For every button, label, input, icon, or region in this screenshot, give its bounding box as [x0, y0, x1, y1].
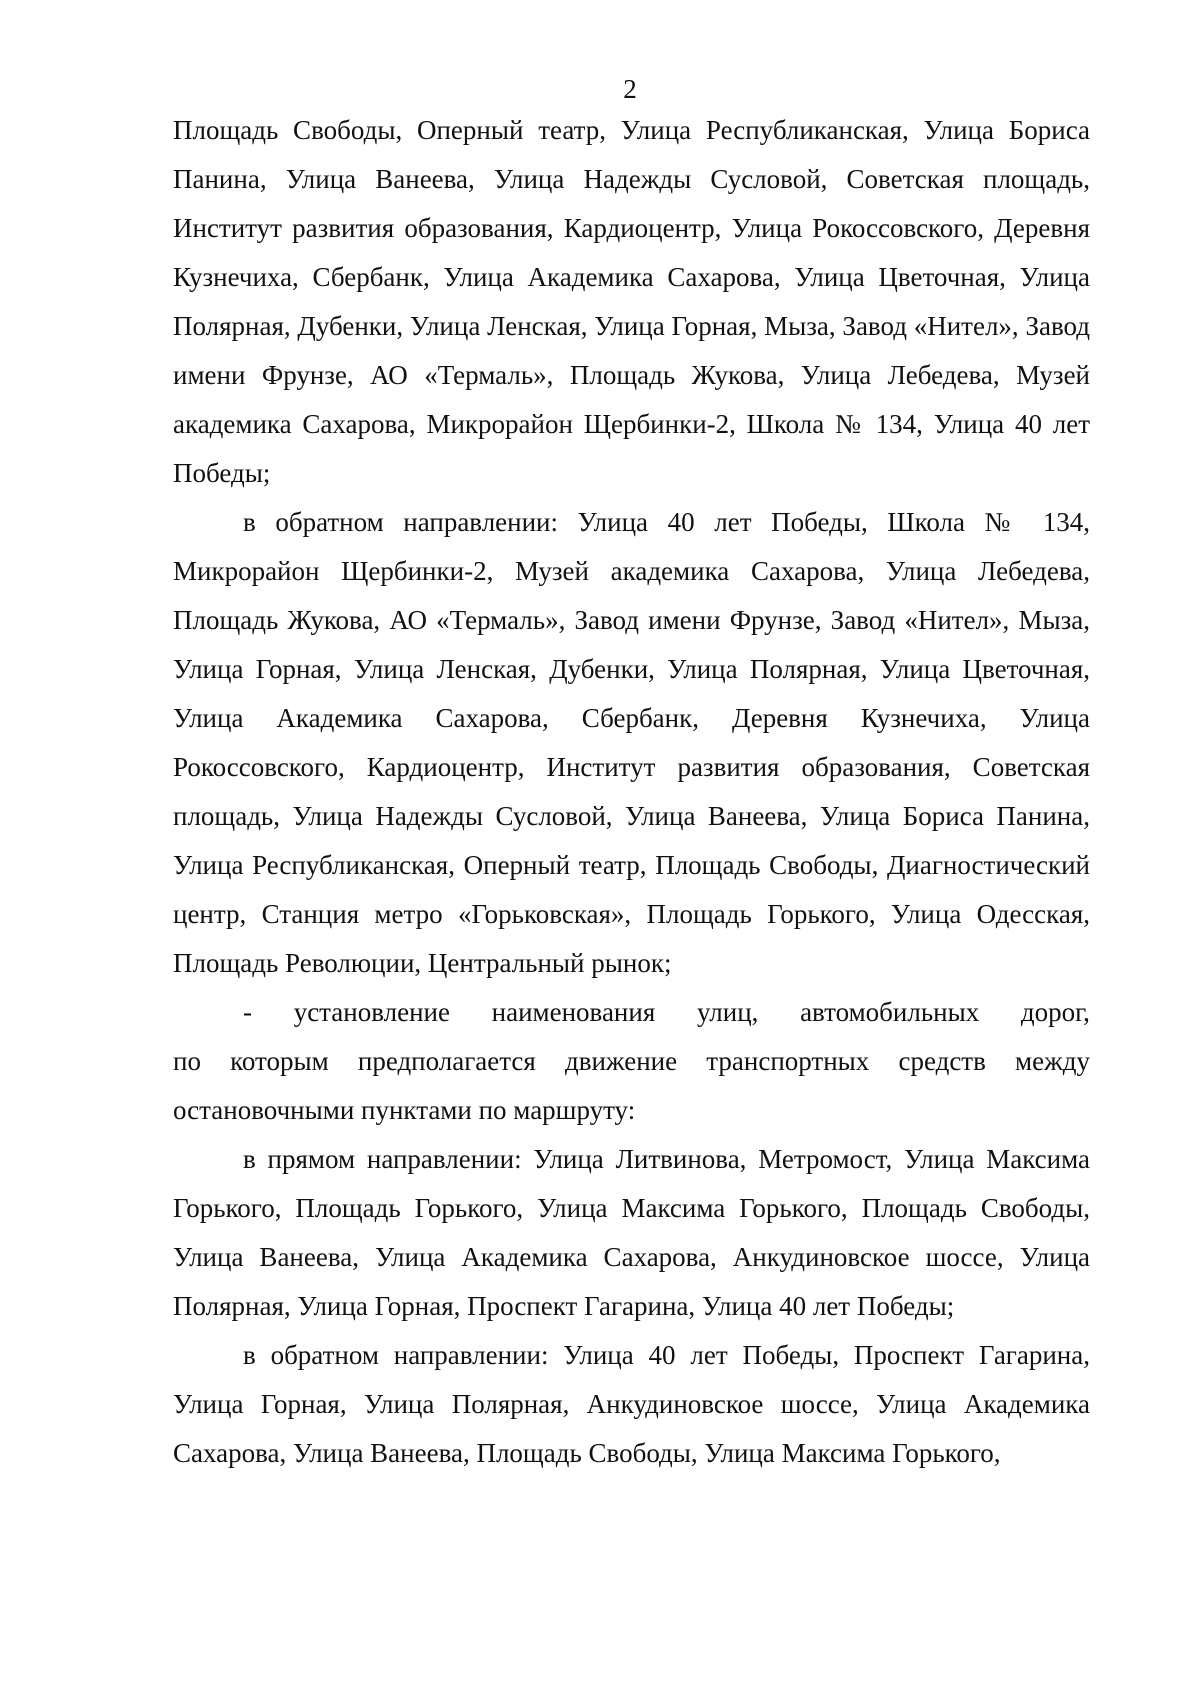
paragraph-forward-streets: в прямом направлении: Улица Литвинова, Метромост, Улица Максима Горького, Площадь Горького, Улица Максима Горького, Площадь Свободы, Улица Ванеева, Улица Академика Сахарова, Анкудиновское шоссе, Улица Полярная, Улица Горная, Проспект Гагарина, Улица 40 лет Победы;	[173, 1144, 1090, 1321]
list-dash: -	[243, 997, 252, 1027]
paragraph-street-names-continued: по которым предполагается движение транспортных средств между остановочными пунктами по маршруту:	[173, 1046, 1090, 1125]
document-body	[173, 106, 1090, 1478]
list-word: наименования	[491, 997, 656, 1027]
page-number: 2	[623, 74, 637, 104]
list-word: автомобильных	[800, 997, 980, 1027]
paragraph-forward-stops-continued: Площадь Свободы, Оперный театр, Улица Республиканская, Улица Бориса Панина, Улица Ванеева, Улица Надежды Сусловой, Советская площадь, Институт развития образования, Кардиоцентр, Улица Рокоссовского, Деревня Кузнечиха, Сбербанк, Улица Академика Сахарова, Улица Цветочная, Улица Полярная, Дубенки, Улица Ленская, Улица Горная, Мыза, Завод «Нител», Завод имени Фрунзе, АО «Термаль», Площадь Жукова, Улица Лебедева, Музей академика Сахарова, Микрорайон Щербинки-2, Школа № 134, Улица 40 лет Победы;	[173, 115, 1090, 488]
paragraph-reverse-streets: в обратном направлении: Улица 40 лет Победы, Проспект Гагарина, Улица Горная, Улица Полярная, Анкудиновское шоссе, Улица Академика Сахарова, Улица Ванеева, Площадь Свободы, Улица Максима Горького,	[173, 1340, 1090, 1468]
list-item-street-names-header	[243, 988, 1090, 1037]
list-word: улиц,	[696, 997, 759, 1027]
list-word: дорог,	[1020, 997, 1090, 1027]
list-word: установление	[293, 997, 450, 1027]
paragraph-reverse-stops: в обратном направлении: Улица 40 лет Победы, Школа № 134, Микрорайон Щербинки-2, Музей академика Сахарова, Улица Лебедева, Площадь Жукова, АО «Термаль», Завод имени Фрунзе, Завод «Нител», Мыза, Улица Горная, Улица Ленская, Дубенки, Улица Полярная, Улица Цветочная, Улица Академика Сахарова, Сбербанк, Деревня Кузнечиха, Улица Рокоссовского, Кардиоцентр, Институт развития образования, Советская площадь, Улица Надежды Сусловой, Улица Ванеева, Улица Бориса Панина, Улица Республиканская, Оперный театр, Площадь Свободы, Диагностический центр, Станция метро «Горьковская», Площадь Горького, Улица Одесская, Площадь Революции, Центральный рынок;	[173, 507, 1090, 978]
